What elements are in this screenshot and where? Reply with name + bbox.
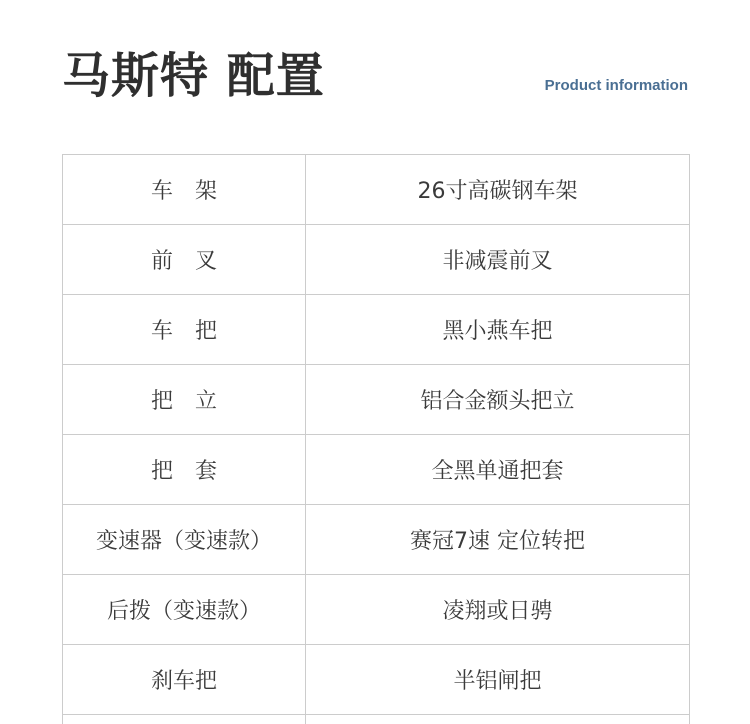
spec-value: 非减震前叉	[306, 225, 690, 295]
page-subtitle: Product information	[544, 77, 688, 94]
table-row	[63, 575, 690, 645]
spec-value: 铝合金额头把立	[306, 365, 690, 435]
spec-label: 刹车把	[63, 645, 306, 715]
spec-value: 全黑单通把套	[306, 435, 690, 505]
spec-value: 黑小燕车把	[306, 295, 690, 365]
spec-value: 凌翔或日骋	[306, 575, 690, 645]
table-row	[63, 435, 690, 505]
spec-label: 变速器（变速款）	[63, 505, 306, 575]
table-row	[63, 225, 690, 295]
spec-label	[63, 715, 306, 724]
table-row	[63, 155, 690, 225]
page-title: 马斯特 配置	[62, 48, 325, 104]
spec-label: 车 架	[63, 155, 306, 225]
spec-label: 前 叉	[63, 225, 306, 295]
spec-table	[62, 154, 690, 724]
spec-label: 把 立	[63, 365, 306, 435]
spec-value: 赛冠7速 定位转把	[306, 505, 690, 575]
table-row	[63, 645, 690, 715]
spec-value	[306, 715, 690, 724]
spec-value: 26寸高碳钢车架	[306, 155, 690, 225]
table-row	[63, 505, 690, 575]
spec-label: 后拨（变速款）	[63, 575, 306, 645]
spec-label: 车 把	[63, 295, 306, 365]
spec-value: 半铝闸把	[306, 645, 690, 715]
spec-label: 把 套	[63, 435, 306, 505]
table-row	[63, 715, 690, 724]
table-row	[63, 295, 690, 365]
table-row	[63, 365, 690, 435]
